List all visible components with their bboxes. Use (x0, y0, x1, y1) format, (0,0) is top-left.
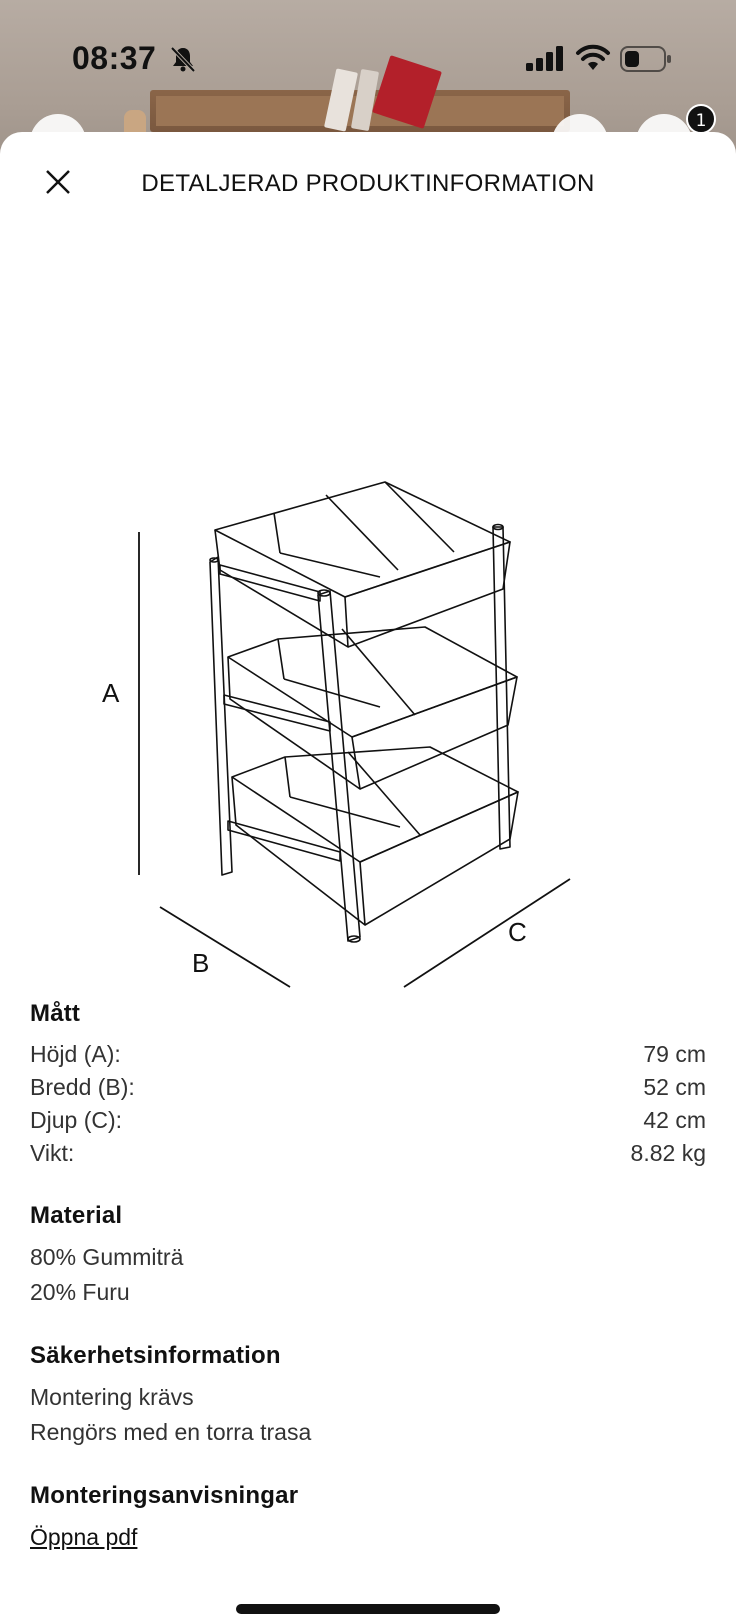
status-bar (0, 0, 736, 120)
material-line: 20% Furu (30, 1279, 130, 1305)
material-section (30, 1202, 706, 1310)
dimension-label: Vikt: (30, 1140, 75, 1166)
width-dimension-line (160, 907, 290, 987)
product-info-sheet (0, 132, 736, 1600)
open-pdf-link[interactable]: Öppna pdf (30, 1524, 138, 1550)
safety-title: Säkerhetsinformation (30, 1342, 281, 1369)
assembly-section (30, 1482, 706, 1555)
home-indicator[interactable] (236, 1604, 500, 1614)
battery-icon (620, 46, 672, 72)
safety-section (30, 1342, 706, 1450)
safety-line: Montering krävs (30, 1384, 194, 1410)
cellular-signal-icon (526, 46, 564, 72)
assembly-title: Monteringsanvisningar (30, 1482, 299, 1509)
dimension-row (30, 1104, 706, 1137)
dimensions-section (30, 1000, 706, 1170)
dimension-row (30, 1071, 706, 1104)
product-details (30, 1000, 706, 1587)
dimension-label: Djup (C): (30, 1107, 123, 1133)
dimension-label: Bredd (B): (30, 1074, 135, 1100)
product-dimension-diagram (80, 327, 600, 978)
wifi-icon (576, 44, 610, 72)
label-a: A (102, 678, 120, 708)
safety-line: Rengörs med en torra trasa (30, 1419, 312, 1445)
material-title: Material (30, 1202, 123, 1229)
dimension-value: 42 cm (643, 1107, 706, 1133)
status-time: 08:37 (72, 40, 157, 76)
bell-slash-icon (168, 44, 198, 74)
dimension-value: 79 cm (643, 1041, 706, 1067)
cart-count-badge: 1 (686, 104, 716, 134)
dimension-row (30, 1137, 706, 1170)
material-line: 80% Gummiträ (30, 1244, 184, 1270)
dimension-label: Höjd (A): (30, 1041, 121, 1067)
dimensions-title: Mått (30, 1000, 81, 1027)
sheet-title: DETALJERAD PRODUKTINFORMATION (141, 170, 595, 197)
dimension-value: 52 cm (643, 1074, 706, 1100)
label-b: B (192, 948, 210, 978)
dimension-value: 8.82 kg (630, 1140, 706, 1166)
dimension-row (30, 1038, 706, 1071)
depth-dimension-line (404, 879, 570, 987)
label-c: C (508, 917, 527, 947)
